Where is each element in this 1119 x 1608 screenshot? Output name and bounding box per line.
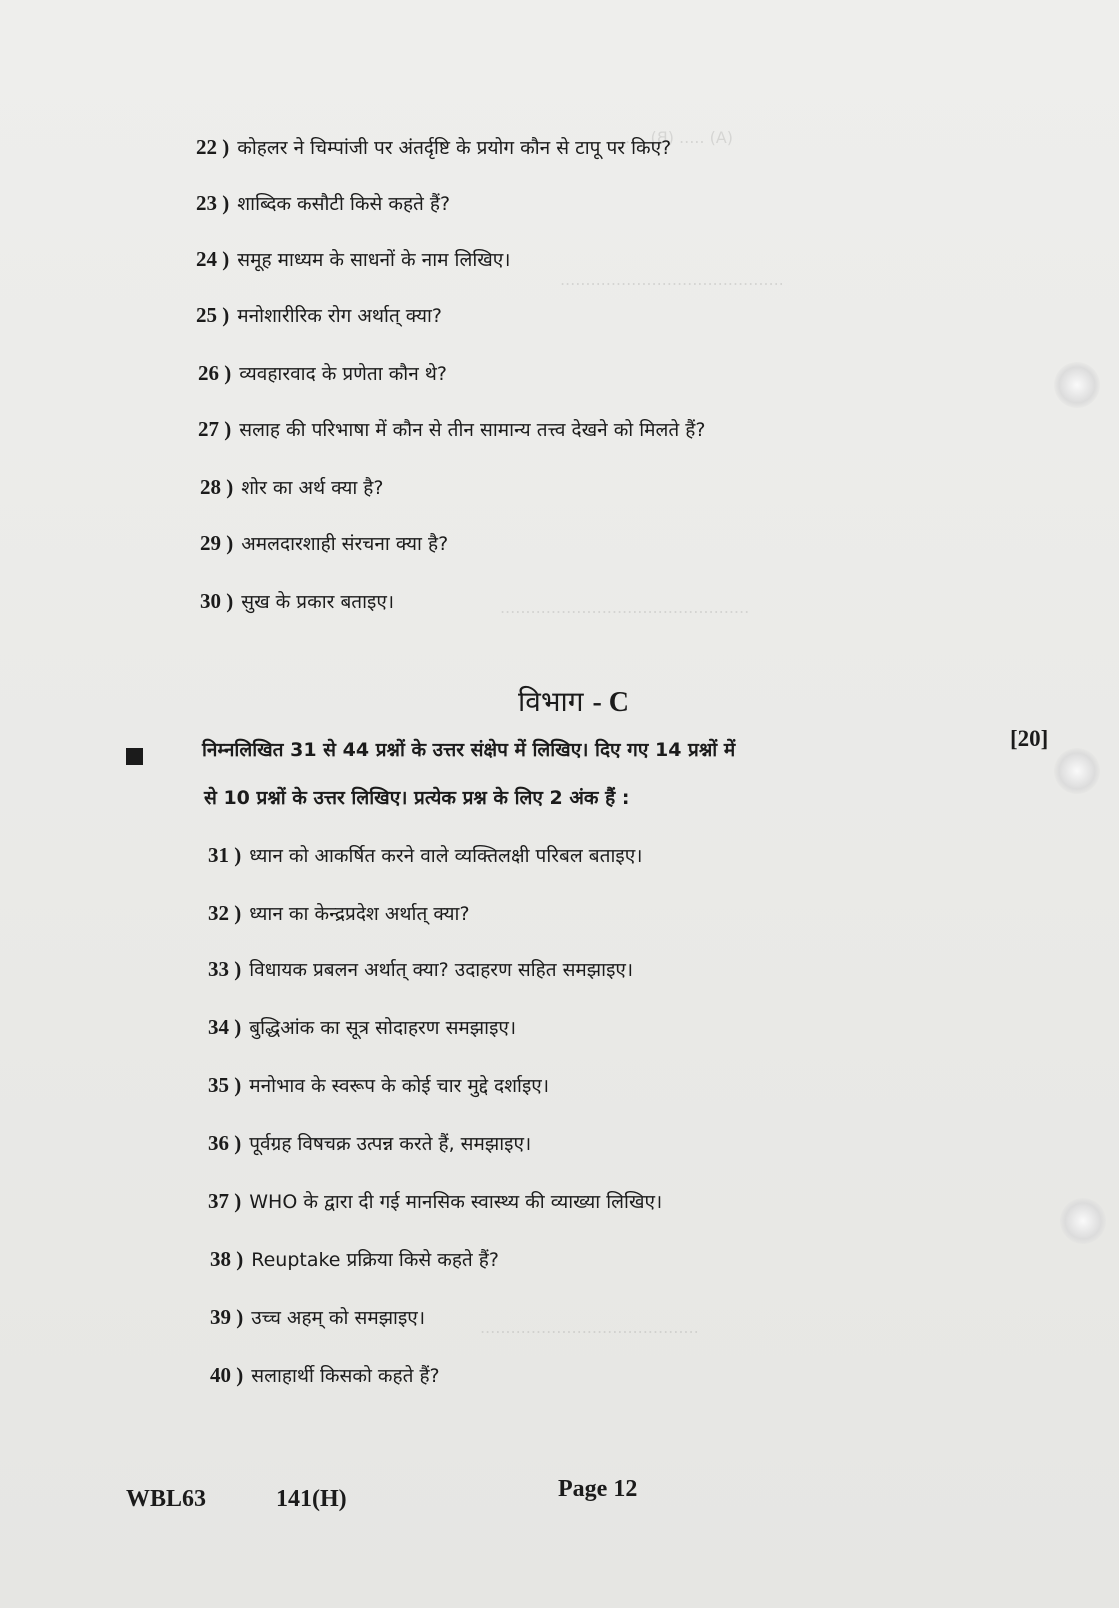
question-item	[208, 1072, 549, 1098]
question-text: उच्च अहम् को समझाइए।	[251, 1307, 426, 1329]
question-item	[196, 134, 671, 160]
punch-hole	[1054, 362, 1100, 408]
question-number: 22 )	[196, 135, 230, 159]
question-item	[208, 1014, 516, 1040]
question-number: 32 )	[208, 901, 242, 925]
question-text: सुख के प्रकार बताइए।	[241, 591, 395, 613]
footer-page: Page 12	[558, 1476, 638, 1502]
section-instruction-line2: से 10 प्रश्नों के उत्तर लिखिए। प्रत्येक प्रश्न के लिए 2 अंक हैं :	[204, 787, 630, 809]
question-item	[208, 900, 470, 926]
question-text: सलाह की परिभाषा में कौन से तीन सामान्य तत्त्व देखने को मिलते हैं?	[239, 419, 706, 441]
question-item	[196, 246, 511, 272]
question-text: कोहलर ने चिम्पांजी पर अंतर्दृष्टि के प्रयोग कौन से टापू पर किए?	[237, 137, 672, 159]
question-item	[200, 588, 394, 614]
section-instruction-line1: निम्नलिखित 31 से 44 प्रश्नों के उत्तर संक्षेप में लिखिए। दिए गए 14 प्रश्नों में	[202, 739, 736, 761]
square-bullet-icon	[126, 748, 143, 765]
question-number: 30 )	[200, 589, 234, 613]
question-text: समूह माध्यम के साधनों के नाम लिखिए।	[237, 249, 511, 271]
question-text: बुद्धिआंक का सूत्र सोदाहरण समझाइए।	[249, 1017, 517, 1039]
question-number: 36 )	[208, 1131, 242, 1155]
question-item	[200, 474, 383, 500]
question-text: शोर का अर्थ क्या है?	[241, 477, 384, 499]
section-marks: [20]	[1010, 726, 1049, 751]
question-number: 23 )	[196, 191, 230, 215]
question-number: 39 )	[210, 1305, 244, 1329]
question-text: व्यवहारवाद के प्रणेता कौन थे?	[239, 363, 448, 385]
question-number: 37 )	[208, 1189, 242, 1213]
question-number: 33 )	[208, 957, 242, 981]
question-item	[196, 190, 450, 216]
question-item	[208, 1188, 662, 1214]
question-text: विधायक प्रबलन अर्थात् क्या? उदाहरण सहित समझाइए।	[249, 959, 634, 981]
footer-code: WBL63	[126, 1486, 207, 1512]
question-number: 29 )	[200, 531, 234, 555]
question-text: सलाहार्थी किसको कहते हैं?	[251, 1365, 440, 1387]
question-text: पूर्वग्रह विषचक्र उत्पन्न करते हैं, समझाइए।	[249, 1133, 532, 1155]
section-heading	[518, 682, 629, 720]
question-text: शाब्दिक कसौटी किसे कहते हैं?	[237, 193, 451, 215]
question-text: ध्यान का केन्द्रप्रदेश अर्थात् क्या?	[249, 903, 470, 925]
question-item	[198, 360, 447, 386]
question-text: ध्यान को आकर्षित करने वाले व्यक्तिलक्षी परिबल बताइए।	[249, 845, 643, 867]
question-text: WHO के द्वारा दी गई मानसिक स्वास्थ्य की व्याख्या लिखिए।	[249, 1191, 663, 1213]
bleed-through-text: .................................................	[500, 598, 750, 617]
question-text: मनोशारीरिक रोग अर्थात् क्या?	[237, 305, 443, 327]
bleed-through-text: ...........................................	[480, 1318, 699, 1337]
question-number: 38 )	[210, 1247, 244, 1271]
question-number: 35 )	[208, 1073, 242, 1097]
punch-hole	[1060, 1198, 1106, 1244]
question-number: 24 )	[196, 247, 230, 271]
section-title: विभाग	[518, 685, 584, 718]
punch-hole	[1054, 748, 1100, 794]
question-text: मनोभाव के स्वरूप के कोई चार मुद्दे दर्शाइए।	[249, 1075, 550, 1097]
question-number: 25 )	[196, 303, 230, 327]
question-item	[210, 1362, 440, 1388]
question-number: 26 )	[198, 361, 232, 385]
question-number: 27 )	[198, 417, 232, 441]
question-item	[196, 302, 442, 328]
question-number: 40 )	[210, 1363, 244, 1387]
question-text: Reuptake प्रक्रिया किसे कहते हैं?	[251, 1249, 499, 1271]
question-item	[210, 1246, 499, 1272]
question-item	[208, 956, 633, 982]
question-number: 34 )	[208, 1015, 242, 1039]
question-item	[200, 530, 448, 556]
bleed-through-text: ............................................	[560, 270, 784, 289]
question-number: 28 )	[200, 475, 234, 499]
bleed-through-text: (A) ..... (B) .....	[620, 128, 734, 147]
section-letter: - C	[592, 687, 629, 718]
question-number: 31 )	[208, 843, 242, 867]
question-text: अमलदारशाही संरचना क्या है?	[241, 533, 449, 555]
question-item	[198, 416, 705, 442]
question-item	[208, 1130, 531, 1156]
question-item	[210, 1304, 425, 1330]
footer-subject: 141(H)	[276, 1486, 347, 1512]
question-item	[208, 842, 642, 868]
